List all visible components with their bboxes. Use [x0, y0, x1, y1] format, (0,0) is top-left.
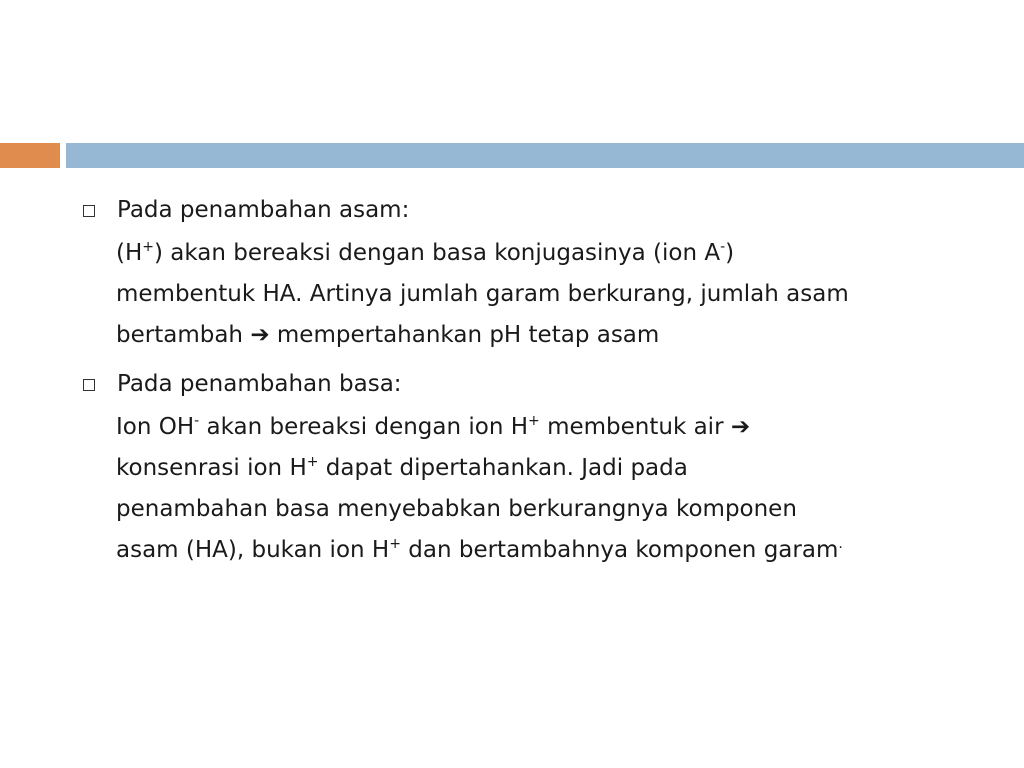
- right-arrow-icon: ➔: [250, 322, 270, 348]
- paragraph-acid: [116, 233, 980, 356]
- text-fragment: ): [725, 240, 735, 266]
- text-fragment: konsenrasi ion H: [116, 455, 307, 481]
- text-fragment: membentuk HA. Artinya jumlah garam berkurang, jumlah asam: [116, 281, 849, 307]
- text-fragment: (H: [116, 240, 143, 266]
- text-fragment: membentuk air: [539, 414, 731, 440]
- paragraph-line: [116, 489, 980, 530]
- accent-bar-blue: [66, 143, 1024, 168]
- accent-bar-orange: [0, 143, 60, 168]
- paragraph-line: [116, 233, 980, 274]
- text-fragment: asam (HA), bukan ion H: [116, 537, 390, 563]
- slide-content: [80, 190, 980, 579]
- paragraph-base: [116, 407, 980, 571]
- paragraph-line: [116, 274, 980, 315]
- text-fragment: penambahan basa menyebabkan berkurangnya komponen: [116, 496, 797, 522]
- bullet-heading-acid: Pada penambahan asam:: [117, 197, 410, 223]
- paragraph-line: [116, 315, 980, 356]
- superscript-plus: +: [142, 239, 155, 255]
- superscript-dot: .: [838, 536, 843, 552]
- text-fragment: bertambah: [116, 322, 251, 348]
- superscript-plus: +: [306, 454, 319, 470]
- text-fragment: dan bertambahnya komponen garam: [400, 537, 839, 563]
- paragraph-line: [116, 448, 980, 489]
- text-fragment: dapat dipertahankan. Jadi pada: [318, 455, 688, 481]
- paragraph-line: [116, 530, 980, 571]
- text-fragment: mempertahankan pH tetap asam: [269, 322, 660, 348]
- superscript-minus: -: [194, 413, 200, 429]
- bullet-item-acid: [80, 190, 980, 231]
- text-fragment: akan bereaksi dengan ion H: [199, 414, 529, 440]
- text-fragment: ) akan bereaksi dengan basa konjugasinya (ion A: [154, 240, 721, 266]
- superscript-plus: +: [528, 413, 540, 429]
- bullet-item-base: [80, 364, 980, 405]
- superscript-plus: +: [389, 536, 401, 552]
- paragraph-line: [116, 407, 980, 448]
- superscript-minus: -: [720, 239, 726, 255]
- right-arrow-icon: ➔: [730, 414, 751, 440]
- square-bullet-icon: [83, 205, 95, 217]
- square-bullet-icon: [83, 379, 95, 391]
- text-fragment: Ion OH: [116, 414, 195, 440]
- bullet-heading-base: Pada penambahan basa:: [117, 371, 402, 397]
